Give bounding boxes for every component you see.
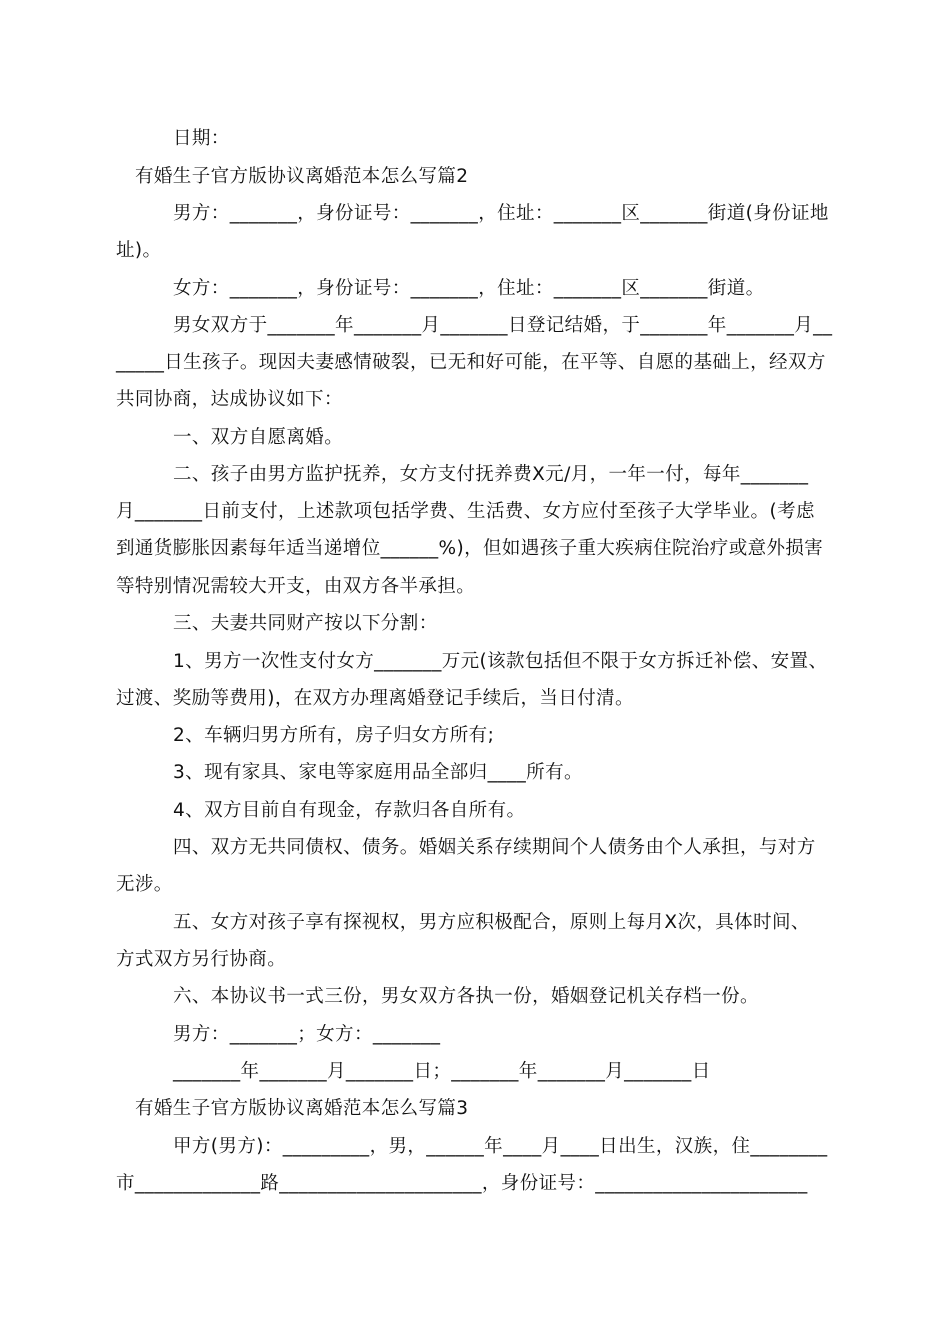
section-heading-3: 有婚生子官方版协议离婚范本怎么写篇3 xyxy=(135,1098,469,1119)
clause-6: 六、本协议书一式三份，男女双方各执一份，婚姻登记机关存档一份。 xyxy=(173,986,759,1007)
paragraph-line: 过渡、奖励等费用)，在双方办理离婚登记手续后，当日付清。 xyxy=(116,688,634,709)
paragraph-line: 甲方(男方)：_________，男，______年____月____日出生，汉族，住________ xyxy=(173,1136,828,1157)
clause-5: 五、女方对孩子享有探视权，男方应积极配合，原则上每月X次，具体时间、 xyxy=(173,912,810,933)
sub-clause-1: 1、男方一次性支付女方_______万元(该款包括但不限于女方拆迁补偿、安置、 xyxy=(173,651,828,672)
sub-clause-2: 2、车辆归男方所有，房子归女方所有; xyxy=(173,725,495,746)
sub-clause-3: 3、现有家具、家电等家庭用品全部归____所有。 xyxy=(173,762,583,783)
paragraph-line: 方式双方另行协商。 xyxy=(116,949,287,970)
paragraph-line: 男方：_______，身份证号：_______，住址：_______区_______街道(身份证地 xyxy=(173,203,829,224)
signature-line: 男方：_______；女方：_______ xyxy=(173,1024,441,1045)
clause-3: 三、夫妻共同财产按以下分割： xyxy=(173,613,438,634)
paragraph-line: 女方：_______，身份证号：_______，住址：_______区_______街道。 xyxy=(173,278,765,299)
date-label: 日期： xyxy=(173,128,230,149)
clause-2: 二、孩子由男方监护抚养，女方支付抚养费X元/月，一年一付，每年_______ xyxy=(173,464,809,485)
paragraph-line: _____日生孩子。现因夫妻感情破裂，已无和好可能，在平等、自愿的基础上，经双方 xyxy=(116,352,826,373)
paragraph-line: 址)。 xyxy=(116,240,162,261)
signature-date-line: _______年_______月_______日；_______年_______月_______日 xyxy=(173,1061,711,1082)
paragraph-line: 男女双方于_______年_______月_______日登记结婚，于_______年_______月__ xyxy=(173,315,833,336)
clause-4: 四、双方无共同债权、债务。婚姻关系存续期间个人债务由个人承担，与对方 xyxy=(173,837,816,858)
paragraph-line: 月_______日前支付，上述款项包括学费、生活费、女方应付至孩子大学毕业。(考虑 xyxy=(116,501,815,522)
sub-clause-4: 4、双方目前自有现金，存款归各自所有。 xyxy=(173,800,526,821)
paragraph-line: 到通货膨胀因素每年适当递增位______%)，但如遇孩子重大疾病住院治疗或意外损害 xyxy=(116,538,824,559)
clause-1: 一、双方自愿离婚。 xyxy=(173,427,344,448)
paragraph-line: 市_____________路_____________________，身份证号：______________________ xyxy=(116,1173,808,1194)
paragraph-line: 等特别情况需较大开支，由双方各半承担。 xyxy=(116,576,476,597)
section-heading-2: 有婚生子官方版协议离婚范本怎么写篇2 xyxy=(135,166,469,187)
paragraph-line: 无涉。 xyxy=(116,874,173,895)
paragraph-line: 共同协商，达成协议如下： xyxy=(116,389,343,410)
